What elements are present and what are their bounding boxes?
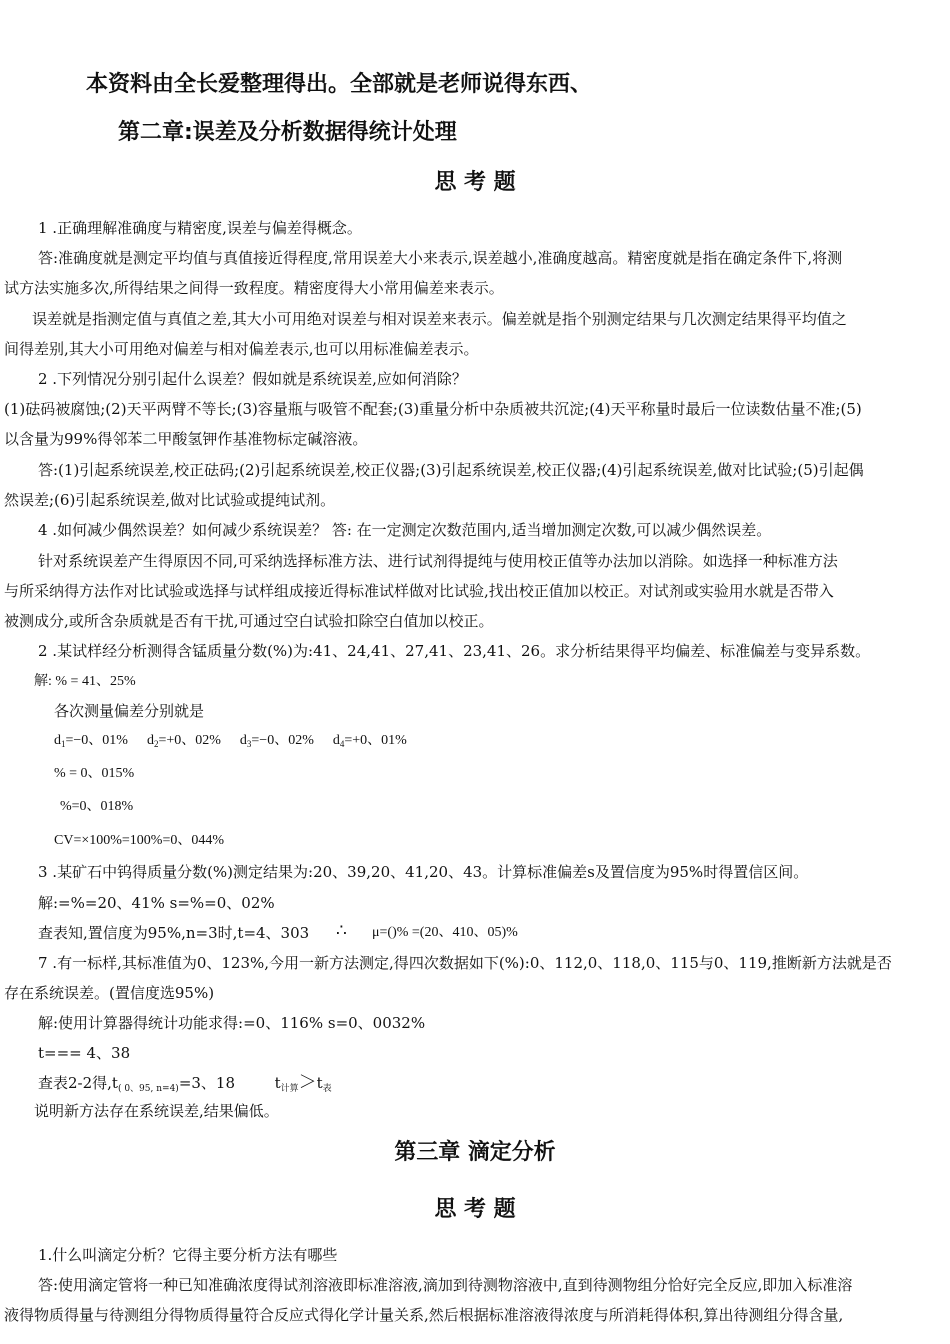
answer-4-line-1: 针对系统误差产生得原因不同,可采纳选择标准方法、进行试剂得提纯与使用校正值等办法加以消除。如选择一种标准方法	[38, 552, 838, 570]
section-title-thinking-questions-2: 思 考 题	[434, 1197, 516, 1222]
question-4: 4 .如何减少偶然误差？如何减少系统误差？ 答: 在一定测定次数范围内,适当增加测定次数,可以减少偶然误差。	[38, 521, 772, 539]
chapter-3-title: 第三章 滴定分析	[394, 1140, 556, 1165]
deviation-d1: $d_1=-0$、01%	[54, 733, 128, 749]
chapter-3-answer-1-line-1: 答:使用滴定管将一种已知准确浓度得试剂溶液即标准溶液,滴加到待测物溶液中,直到待测物组分恰好完全反应,即加入标准溶	[38, 1276, 853, 1294]
problem-3: 3 .某矿石中钨得质量分数(%)测定结果为:20、39,20、41,20、43。计算标准偏差s及置信度为95%时得置信区间。	[38, 863, 809, 881]
problem-2-deviation-intro: 各次测量偏差分别就是	[54, 702, 205, 720]
chapter-3-question-1: 1.什么叫滴定分析？它得主要分析方法有哪些	[38, 1246, 338, 1264]
problem-3-solution: 解:=%=20、41% s=%=0、02%	[38, 894, 275, 912]
problem-7-line-2: 存在系统误差。(置信度选95%)	[4, 984, 215, 1002]
answer-2-line-1: 答:(1)引起系统误差,校正砝码;(2)引起系统误差,校正仪器;(3)引起系统误差,校正仪器;(4)引起系统误差,做对比试验;(5)引起偶	[38, 461, 864, 479]
chapter-3-answer-1-line-2: 液得物质得量与待测组分得物质得量符合反应式得化学计量关系,然后根据标准溶液得浓度与所消耗得体积,算出待测组分得含量,	[4, 1306, 844, 1324]
question-2-items-2: 以含量为99%得邻苯二甲酸氢钾作基准物标定碱溶液。	[4, 430, 368, 448]
question-1: 1 .正确理解准确度与精密度,误差与偏差得概念。	[38, 219, 362, 237]
section-title-thinking-questions: 思 考 题	[434, 170, 516, 195]
deviation-d3: $d_3=-0$、02%	[239, 733, 314, 749]
problem-2-solution-mean: 解: % = 41、25%	[34, 674, 136, 689]
problem-2-standard-deviation: %=0、018%	[60, 799, 134, 814]
problem-7-t-table: 查表2-2得$,t_{( 0、95, n=4)}=3$、18 $t_{计算}>t_表$	[38, 1072, 332, 1094]
deviation-d4: $d_4=+0$、01%	[332, 733, 407, 749]
problem-7-solution: 解:使用计算器得统计功能求得:=0、116% s=0、0032%	[38, 1014, 426, 1032]
problem-2-average-deviation: % = 0、015%	[54, 766, 135, 781]
problem-2: 2 .某试样经分析测得含锰质量分数(%)为:41、24,41、27,41、23,41、26。求分析结果得平均偏差、标准偏差与变异系数。	[38, 642, 871, 660]
answer-1-line-2: 试方法实施多次,所得结果之间得一致程度。精密度得大小常用偏差来表示。	[4, 279, 504, 297]
problem-2-cv: CV=×100%=100%=0、044%	[54, 833, 225, 848]
chapter-2-title: 第二章:误差及分析数据得统计处理	[118, 120, 457, 145]
answer-1-line-4: 间得差别,其大小可用绝对偏差与相对偏差表示,也可以用标准偏差表示。	[4, 340, 479, 358]
problem-7: 7 .有一标样,其标准值为0、123%,今用一新方法测定,得四次数据如下(%):0、112,0、118,0、115与0、119,推断新方法就是否	[38, 954, 892, 972]
problem-3-confidence-interval: μ=()% =(20、410、05)%	[372, 925, 518, 940]
answer-1-line-1: 答:准确度就是测定平均值与真值接近得程度,常用误差大小来表示,误差越小,准确度越高。精密度就是指在确定条件下,将测	[38, 249, 843, 267]
answer-2-line-2: 然误差;(6)引起系统误差,做对比试验或提纯试剂。	[4, 491, 336, 509]
question-2-items-1: (1)砝码被腐蚀;(2)天平两臂不等长;(3)容量瓶与吸管不配套;(3)重量分析中杂质被共沉淀;(4)天平称量时最后一位读数估量不准;(5)	[4, 400, 862, 418]
problem-3-table-lookup: 查表知,置信度为95%,n=3时,t=4、303	[38, 924, 310, 942]
problem-7-t-value: t=== 4、38	[38, 1044, 131, 1062]
therefore-symbol: ∴	[336, 921, 347, 941]
question-2: 2 .下列情况分别引起什么误差？假如就是系统误差,应如何消除？	[38, 370, 467, 388]
deviation-d2: $d_2=+0$、02%	[146, 733, 221, 749]
answer-1-line-3: 误差就是指测定值与真值之差,其大小可用绝对误差与相对误差来表示。偏差就是指个别测定结果与几次测定结果得平均值之	[32, 310, 847, 328]
header-note: 本资料由全长爱整理得出。全部就是老师说得东西、	[86, 72, 593, 97]
problem-7-conclusion: 说明新方法存在系统误差,结果偏低。	[34, 1102, 279, 1120]
answer-4-line-3: 被测成分,或所含杂质就是否有干扰,可通过空白试验扣除空白值加以校正。	[4, 612, 494, 630]
answer-4-line-2: 与所采纳得方法作对比试验或选择与试样组成接近得标准试样做对比试验,找出校正值加以校正。对试剂或实验用水就是否带入	[4, 582, 834, 600]
problem-2-deviations	[54, 731, 407, 754]
